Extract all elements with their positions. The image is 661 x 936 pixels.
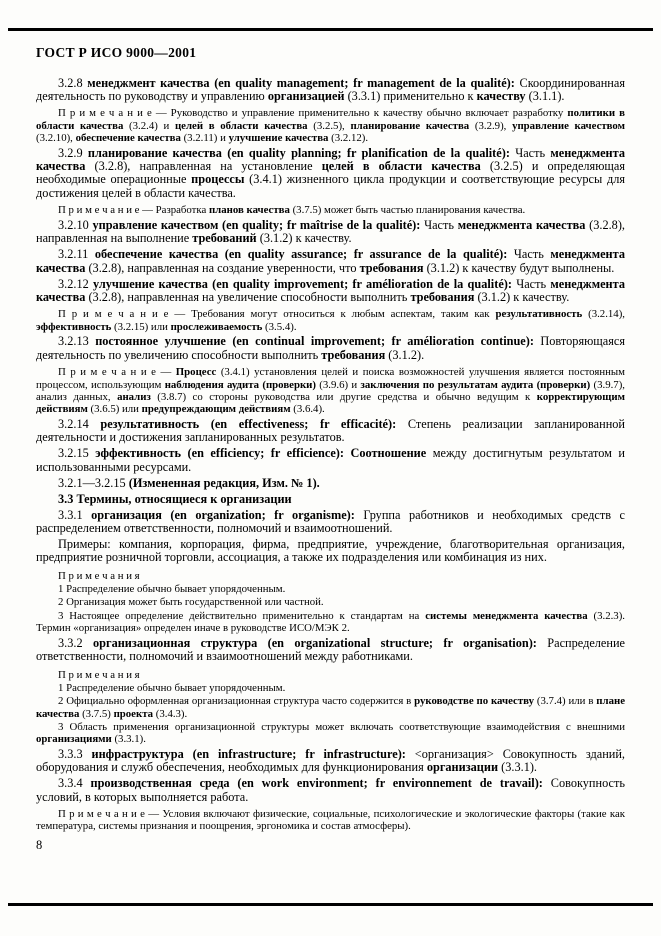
term-definition: 3.2.10 управление качеством (en quality; fr maîtrise de la qualité): Часть менеджмента качества (3.2.8), направленная на выполнение требований (3.1.2) к качеству. bbox=[36, 218, 625, 246]
section-heading: 3.3 Термины, относящиеся к организации bbox=[58, 491, 292, 506]
notes-heading: П р и м е ч а н и я bbox=[58, 668, 140, 681]
term-definition: 3.2.14 результативность (en effectiveness; fr efficacité): Степень реализации запланированной деятельности и достижения запланированных результатов. bbox=[36, 416, 626, 445]
note: П р и м е ч а н и е — Процесс (3.4.1) установления целей и поиска возможностей улучшения является постоянным процессом, использующим наблюдения аудита (проверки) (3.9.6) и заключения по результатам аудита (проверки) (3.9.7), анализ данных, анализ (3.8.7) со стороны руководства или другие средства и обычно ведущим к корректирующим действиям (3.6.5) или предупреждающим действиям (3.6.4). bbox=[36, 366, 625, 416]
paragraph: 3.2.1—3.2.15 (Измененная редакция, Изм. № 1). bbox=[58, 475, 320, 490]
term-definition: 3.3.2 организационная структура (en organizational structure; fr organisation): Распределение ответственности, полномочий и взаимоотношений между работниками. bbox=[36, 635, 625, 664]
notes-heading: П р и м е ч а н и я bbox=[58, 569, 140, 582]
note-item: 2 Официально оформленная организационная структура часто содержится в руководстве по качеству (3.7.4) или в плане качества (3.7.5) проекта (3.4.3). bbox=[36, 695, 625, 720]
term-definition: 3.2.11 обеспечение качества (en quality assurance; fr assurance de la qualité): Часть менеджмента качества (3.2.8), направленная на создание уверенности, что требования (3.1.2) к качеству будут выполнены. bbox=[36, 247, 625, 275]
note-item: 3 Настоящее определение действительно применительно к стандартам на системы менеджмента качества (3.2.3). Термин «организация» определен иначе в руководстве ИСО/МЭК 2. bbox=[36, 609, 625, 635]
note: П р и м е ч а н и е — Требования могут относиться к любым аспектам, таким как результативность (3.2.14), эффективность (3.2.15) или прослеживаемость (3.5.4). bbox=[36, 308, 625, 333]
top-border-rule bbox=[8, 28, 653, 31]
standard-header: ГОСТ Р ИСО 9000—2001 bbox=[36, 45, 197, 60]
term-definition: 3.2.13 постоянное улучшение (en continual improvement; fr amélioration continue): Повторяющаяся деятельность по увеличению способности выполнить требования (3.1.2). bbox=[36, 334, 625, 362]
document-content bbox=[36, 74, 625, 835]
term-definition: 3.2.12 улучшение качества (en quality improvement; fr amélioration de la qualité): Часть менеджмента качества (3.2.8), направленная на увеличение способности выполнить требования (3.1.2) к качеству. bbox=[36, 276, 625, 304]
term-definition: 3.2.15 эффективность (en efficiency; fr efficience): Соотношение между достигнутым результатом и использованными ресурсами. bbox=[36, 446, 625, 474]
note: П р и м е ч а н и е — Разработка планов качества (3.7.5) может быть частью планирования качества. bbox=[58, 204, 526, 217]
bottom-border-rule bbox=[8, 903, 653, 906]
note: П р и м е ч а н и е — Условия включают физические, социальные, психологические и экологические факторы (такие как температура, системы признания и поощрения, эргономика и состав атмосферы). bbox=[36, 807, 625, 833]
term-definition: 3.2.8 менеджмент качества (en quality management; fr management de la qualité): Скоординированная деятельность по руководству и управлению организацией (3.3.1) применительно к качеству (3.1.1). bbox=[36, 75, 625, 103]
note-item: 3 Область применения организационной структуры может включать соответствующие взаимодействия с внешними организациями (3.3.1). bbox=[36, 720, 625, 746]
note-item: 2 Организация может быть государственной или частной. bbox=[58, 596, 324, 609]
term-definition: 3.3.1 организация (en organization; fr organisme): Группа работников и необходимых средств с распределением ответственности, полномочий и взаимоотношений. bbox=[36, 507, 625, 536]
page-number: 8 bbox=[36, 838, 43, 852]
note: П р и м е ч а н и е — Руководство и управление применительно к качеству обычно включает разработку политики в области качества (3.2.4) и целей в области качества (3.2.5), планирование качества (3.2.9), управление качеством (3.2.10), обеспечение качества (3.2.11) и улучшение качества (3.2.12). bbox=[36, 107, 625, 144]
term-definition: 3.3.4 производственная среда (en work environment; fr environnement de travail): Совокупность условий, в которых выполняется работа. bbox=[36, 776, 625, 804]
term-definition: 3.3.3 инфраструктура (en infrastructure; fr infrastructure): <организация> Совокупность зданий, оборудования и служб обеспечения, необходимых для функционирования организации (3.3.1). bbox=[36, 746, 626, 775]
note-item: 1 Распределение обычно бывает упорядоченным. bbox=[58, 583, 286, 596]
paragraph: Примеры: компания, корпорация, фирма, предприятие, учреждение, благотворительная организация, предприятие розничной торговли, ассоциация, а также их подразделения или комбинация из них. bbox=[36, 537, 625, 565]
term-definition: 3.2.9 планирование качества (en quality planning; fr planification de la qualité): Часть менеджмента качества (3.2.8), направленная на установление целей в области качества (3.2.5) и определяющая необходимые операционные процессы (3.4.1) жизненного цикла продукции и соответствующие ресурсы для достижения целей в области качества. bbox=[36, 145, 625, 200]
note-item: 1 Распределение обычно бывает упорядоченным. bbox=[58, 681, 286, 694]
